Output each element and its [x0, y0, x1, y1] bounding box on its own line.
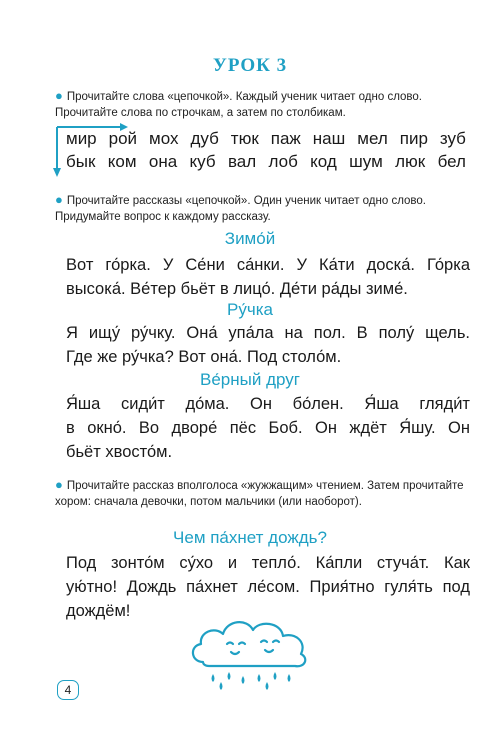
word: код — [310, 152, 337, 171]
word: наш — [312, 129, 346, 148]
story-line: ую́тно! Дождь па́хнет ле́сом. Прия́тно гуля́ть под — [66, 578, 470, 596]
task2-instruction: ● Прочитайте рассказы «цепочкой». Один ученик читает одно слово. Придумайте вопрос к каждому рассказу. — [55, 192, 427, 223]
story-line: Где же ру́чка? Вот она́. Под столо́м. — [66, 348, 342, 366]
story-line: в окно́. Во дворе́ пёс Боб. Он ждёт Я́шу. Он — [66, 419, 470, 437]
bullet-icon: ● — [55, 192, 63, 207]
word: тюк — [230, 129, 259, 148]
word: мох — [149, 129, 179, 148]
story-text — [66, 392, 470, 464]
word: люк — [395, 152, 426, 171]
word: зуб — [439, 129, 466, 148]
story-line: высока́. Ве́тер бьёт в лицо́. Де́ти ра́ды зиме́. — [66, 280, 408, 298]
word: она — [148, 152, 178, 171]
word: паж — [270, 129, 301, 148]
word: мел — [357, 129, 388, 148]
page-number: 4 — [57, 680, 79, 700]
story-line: Я ищу́ ру́чку. Она́ упа́ла на пол. В полу́ щель. — [66, 324, 470, 342]
story-line: дождём! — [66, 602, 131, 620]
arrow-down-icon — [53, 127, 61, 177]
story-title: Ру́чка — [227, 300, 273, 319]
bullet-icon: ● — [55, 477, 63, 492]
word: бел — [437, 152, 466, 171]
task1-instruction: ● Прочитайте слова «цепочкой». Каждый ученик читает одно слово. Прочитайте слова по строчкам, а затем по столбикам. — [55, 88, 422, 119]
word: шум — [349, 152, 383, 171]
rain-cloud-icon — [185, 610, 325, 690]
word: лоб — [268, 152, 298, 171]
word: бык — [66, 152, 96, 171]
word-row-2 — [66, 152, 466, 172]
word: дуб — [190, 129, 219, 148]
word: мир — [66, 129, 97, 148]
lesson-title: УРОК 3 — [212, 55, 288, 76]
story-line: Под зонто́м су́хо и тепло́. Ка́пли стуча́т. Как — [66, 554, 470, 572]
word: вал — [227, 152, 257, 171]
story-text — [66, 321, 470, 369]
story-text — [66, 253, 470, 301]
word-row-1 — [66, 129, 466, 149]
word: рой — [108, 129, 138, 148]
story-line: Я́ша сиди́т до́ма. Он бо́лен. Я́ша гляди́т — [66, 395, 470, 413]
story-line: Вот го́рка. У Се́ни са́нки. У Ка́ти доска́. Го́рка — [66, 256, 470, 274]
story-title: Зимо́й — [224, 229, 276, 248]
story-title: Ве́рный друг — [200, 370, 300, 389]
word: пир — [399, 129, 428, 148]
bullet-icon: ● — [55, 88, 63, 103]
story-line: бьёт хвосто́м. — [66, 443, 173, 461]
task3-instruction: ● Прочитайте рассказ вполголоса «жужжащим» чтением. Затем прочитайте хором: сначала девочки, потом мальчики (или наоборот). — [55, 477, 464, 508]
word: ком — [107, 152, 137, 171]
story-title: Чем па́хнет дождь? — [173, 528, 327, 547]
word: куб — [189, 152, 216, 171]
